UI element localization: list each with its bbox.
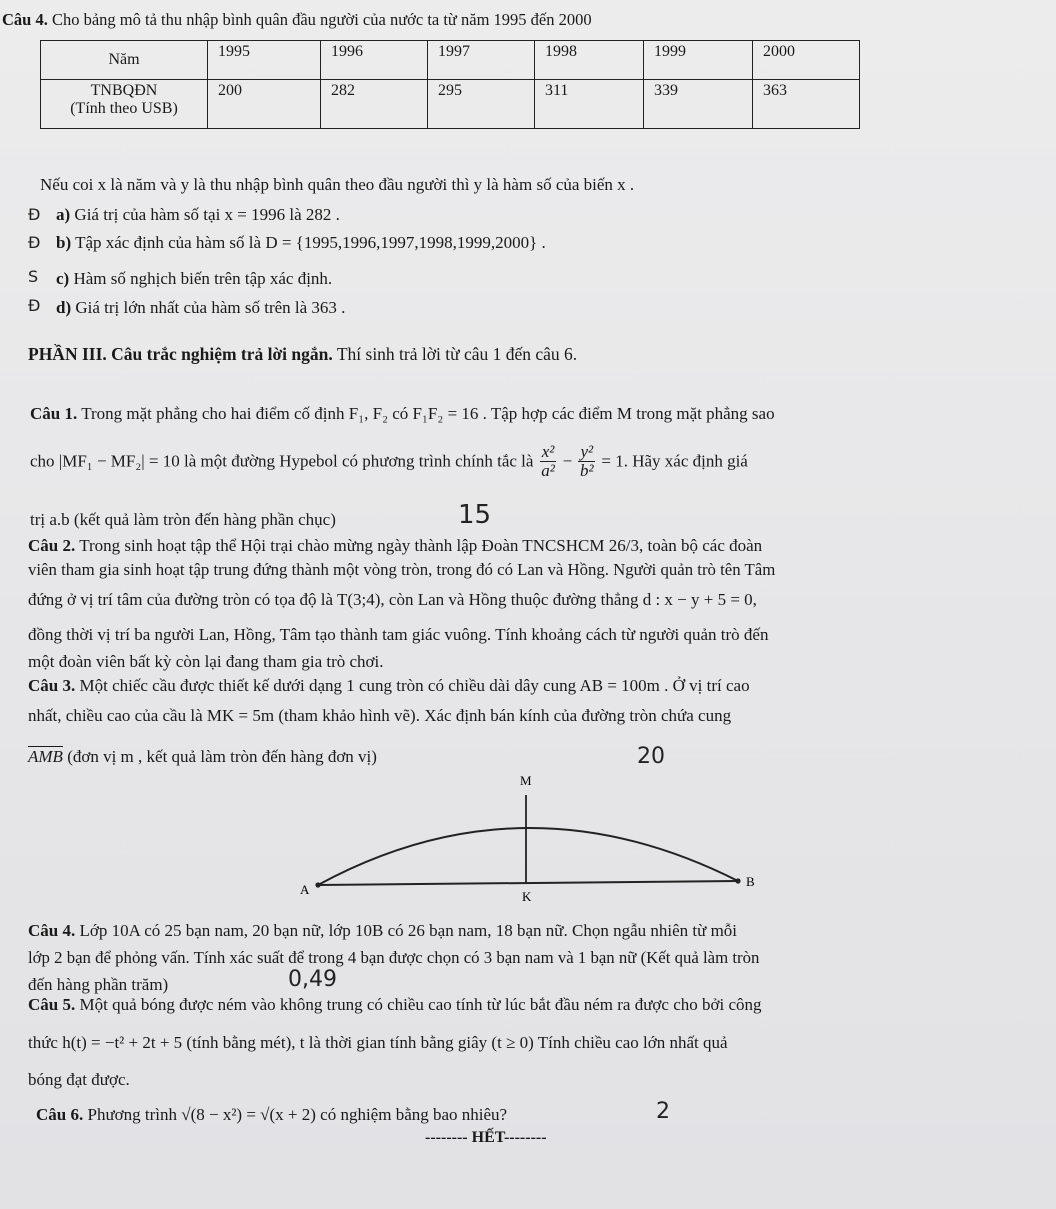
- q2-line2: viên tham gia sinh hoạt tập trung đứng thành một vòng tròn, trong đó có Lan và Hồng. Người quản trò tên Tâm: [28, 560, 776, 579]
- statement-label: c): [56, 269, 70, 288]
- part3-title-rest: Thí sinh trả lời từ câu 1 đến câu 6.: [336, 344, 578, 364]
- chord-ab: [318, 881, 738, 885]
- table-cell-year: 1999: [644, 41, 753, 80]
- q1-line2: [30, 443, 748, 480]
- statement-text: Tập xác định của hàm số là D = {1995,1996,1997,1998,1999,2000} .: [75, 233, 546, 252]
- table-cell-income: 282: [321, 80, 428, 129]
- handwritten-answer: 0,49: [288, 967, 337, 992]
- label-b: B: [746, 874, 755, 889]
- q5-text: Một quả bóng được ném vào không trung có chiều cao tính từ lúc bắt đầu ném ra được cho bởi công: [79, 995, 762, 1014]
- table-cell-year: 2000: [753, 41, 860, 80]
- statement-c: [56, 269, 332, 289]
- table-cell-year: 1996: [321, 41, 428, 80]
- minus-sign: −: [562, 451, 573, 471]
- q3-text: (đơn vị m , kết quả làm tròn đến hàng đơn vị): [67, 747, 377, 766]
- statement-label: d): [56, 298, 72, 317]
- fraction-numerator: x²: [541, 442, 555, 461]
- q4b-text: Lớp 10A có 25 bạn nam, 20 bạn nữ, lớp 10B có 26 bạn nam, 18 bạn nữ. Chọn ngẫu nhiên từ mỗi: [79, 921, 738, 940]
- answer-mark: Đ: [28, 296, 41, 315]
- q4-intro: Nếu coi x là năm và y là thu nhập bình quân theo đầu người thì y là hàm số của biến x .: [40, 175, 635, 194]
- q5-line3: bóng đạt được.: [28, 1070, 130, 1089]
- arc-amb: $\overline{AMB}$: [28, 747, 63, 766]
- label-m: M: [520, 773, 532, 788]
- table-cell-year: 1997: [428, 41, 535, 80]
- fraction-denominator: b²: [579, 461, 594, 480]
- handwritten-answer: 2: [656, 1099, 670, 1124]
- q3-line2: nhất, chiều cao của cầu là MK = 5m (tham khảo hình vẽ). Xác định bán kính của đường tròn chứa cung: [28, 706, 732, 725]
- table-cell-income: 339: [644, 80, 753, 129]
- q3-text: Một chiếc cầu được thiết kế dưới dạng 1 cung tròn có chiều dài dây cung AB = 100m . Ở vị trí cao: [79, 676, 750, 695]
- fraction-y2-b2: [578, 443, 595, 480]
- q1-text-a: cho |MF₁ − MF₂| = 10 là một đường Hypebol có phương trình chính tắc là: [30, 451, 534, 471]
- q1-text: Trong mặt phẳng cho hai điểm cố định F₁, F₂ có F₁F₂ = 16 . Tập hợp các điểm M trong mặt phẳng sao: [81, 404, 775, 423]
- fraction-denominator: a²: [541, 461, 555, 480]
- q4b-line1: [28, 921, 737, 941]
- handwritten-answer: 15: [458, 500, 492, 530]
- income-table: [40, 40, 860, 129]
- q6-text: Phương trình √(8 − x²) = √(x + 2) có nghiệm bằng bao nhiêu?: [87, 1105, 508, 1124]
- answer-mark: Đ: [28, 205, 41, 224]
- table-cell-income: 311: [535, 80, 644, 129]
- q2-line1: [28, 536, 762, 556]
- table-cell-year: 1995: [208, 41, 321, 80]
- q1-label: Câu 1.: [30, 404, 78, 423]
- q5-line2: thức h(t) = −t² + 2t + 5 (tính bằng mét), t là thời gian tính bằng giây (t ≥ 0) Tính chiều cao lớn nhất quả: [28, 1033, 728, 1052]
- q4-title: [2, 10, 592, 30]
- handwritten-answer: 20: [637, 744, 665, 769]
- q3-label: Câu 3.: [28, 676, 76, 695]
- q2-text: Trong sinh hoạt tập thể Hội trại chào mừng ngày thành lập Đoàn TNCSHCM 26/3, toàn bộ các đoàn: [79, 536, 763, 555]
- answer-mark: Đ: [28, 233, 41, 252]
- bridge-arc-figure: [290, 765, 770, 910]
- table-header-year: Năm: [41, 41, 208, 80]
- q1-line1: [30, 404, 775, 424]
- q1-text-b: = 1. Hãy xác định giá: [601, 451, 748, 471]
- table-cell-income: 295: [428, 80, 535, 129]
- part3-title: [28, 344, 577, 365]
- q2-label: Câu 2.: [28, 536, 76, 555]
- income-header-line2: (Tính theo USB): [70, 100, 178, 117]
- q5-label: Câu 5.: [28, 995, 76, 1014]
- statement-a: [56, 205, 340, 225]
- q6-label: Câu 6.: [36, 1105, 84, 1124]
- q6-line: [36, 1105, 507, 1125]
- table-cell-income: 363: [753, 80, 860, 129]
- q1-line3: trị a.b (kết quả làm tròn đến hàng phần chục): [30, 510, 336, 529]
- end-marker: -------- HẾT--------: [425, 1129, 547, 1146]
- statement-text: Giá trị của hàm số tại x = 1996 là 282 .: [74, 205, 340, 224]
- q2-line5: một đoàn viên bất kỳ còn lại đang tham gia trò chơi.: [28, 652, 384, 671]
- q4b-label: Câu 4.: [28, 921, 76, 940]
- q4-label: Câu 4.: [2, 10, 48, 29]
- statement-text: Giá trị lớn nhất của hàm số trên là 363 .: [75, 298, 346, 317]
- answer-mark: S: [28, 267, 39, 286]
- q4b-line3: đến hàng phần trăm): [28, 975, 169, 994]
- statement-b: [56, 233, 546, 253]
- q3-line3: [28, 747, 377, 767]
- q4b-line2: lớp 2 bạn để phỏng vấn. Tính xác suất để trong 4 bạn được chọn có 3 bạn nam và 1 bạn nữ (Kết quả làm tròn: [28, 948, 760, 967]
- fraction-numerator: y²: [580, 442, 594, 461]
- q2-line3: đứng ở vị trí tâm của đường tròn có tọa độ là T(3;4), còn Lan và Hồng thuộc đường thẳng d : x − y + 5 = 0,: [28, 590, 757, 609]
- q4-title-text: Cho bảng mô tả thu nhập bình quân đầu người của nước ta từ năm 1995 đến 2000: [51, 10, 592, 29]
- q5-line1: [28, 995, 762, 1015]
- point-a: [315, 882, 320, 887]
- label-a: A: [300, 882, 310, 897]
- table-header-income: [41, 80, 208, 129]
- fraction-x2-a2: [540, 443, 557, 480]
- table-row-income: [41, 80, 860, 129]
- statement-d: [56, 298, 345, 318]
- part3-title-bold: PHẦN III. Câu trắc nghiệm trả lời ngắn.: [28, 344, 333, 364]
- table-cell-income: 200: [208, 80, 321, 129]
- statement-label: b): [56, 233, 72, 252]
- statement-text: Hàm số nghịch biến trên tập xác định.: [73, 269, 333, 288]
- q2-line4: đồng thời vị trí ba người Lan, Hồng, Tâm tạo thành tam giác vuông. Tính khoảng cách từ người quản trò đến: [28, 625, 769, 644]
- statement-label: a): [56, 205, 71, 224]
- table-row-years: [41, 41, 860, 80]
- table-cell-year: 1998: [535, 41, 644, 80]
- label-k: K: [522, 889, 532, 904]
- bridge-arc: [318, 828, 738, 885]
- point-b: [735, 878, 740, 883]
- q3-line1: [28, 676, 750, 696]
- income-header-line1: TNBQĐN: [90, 82, 158, 99]
